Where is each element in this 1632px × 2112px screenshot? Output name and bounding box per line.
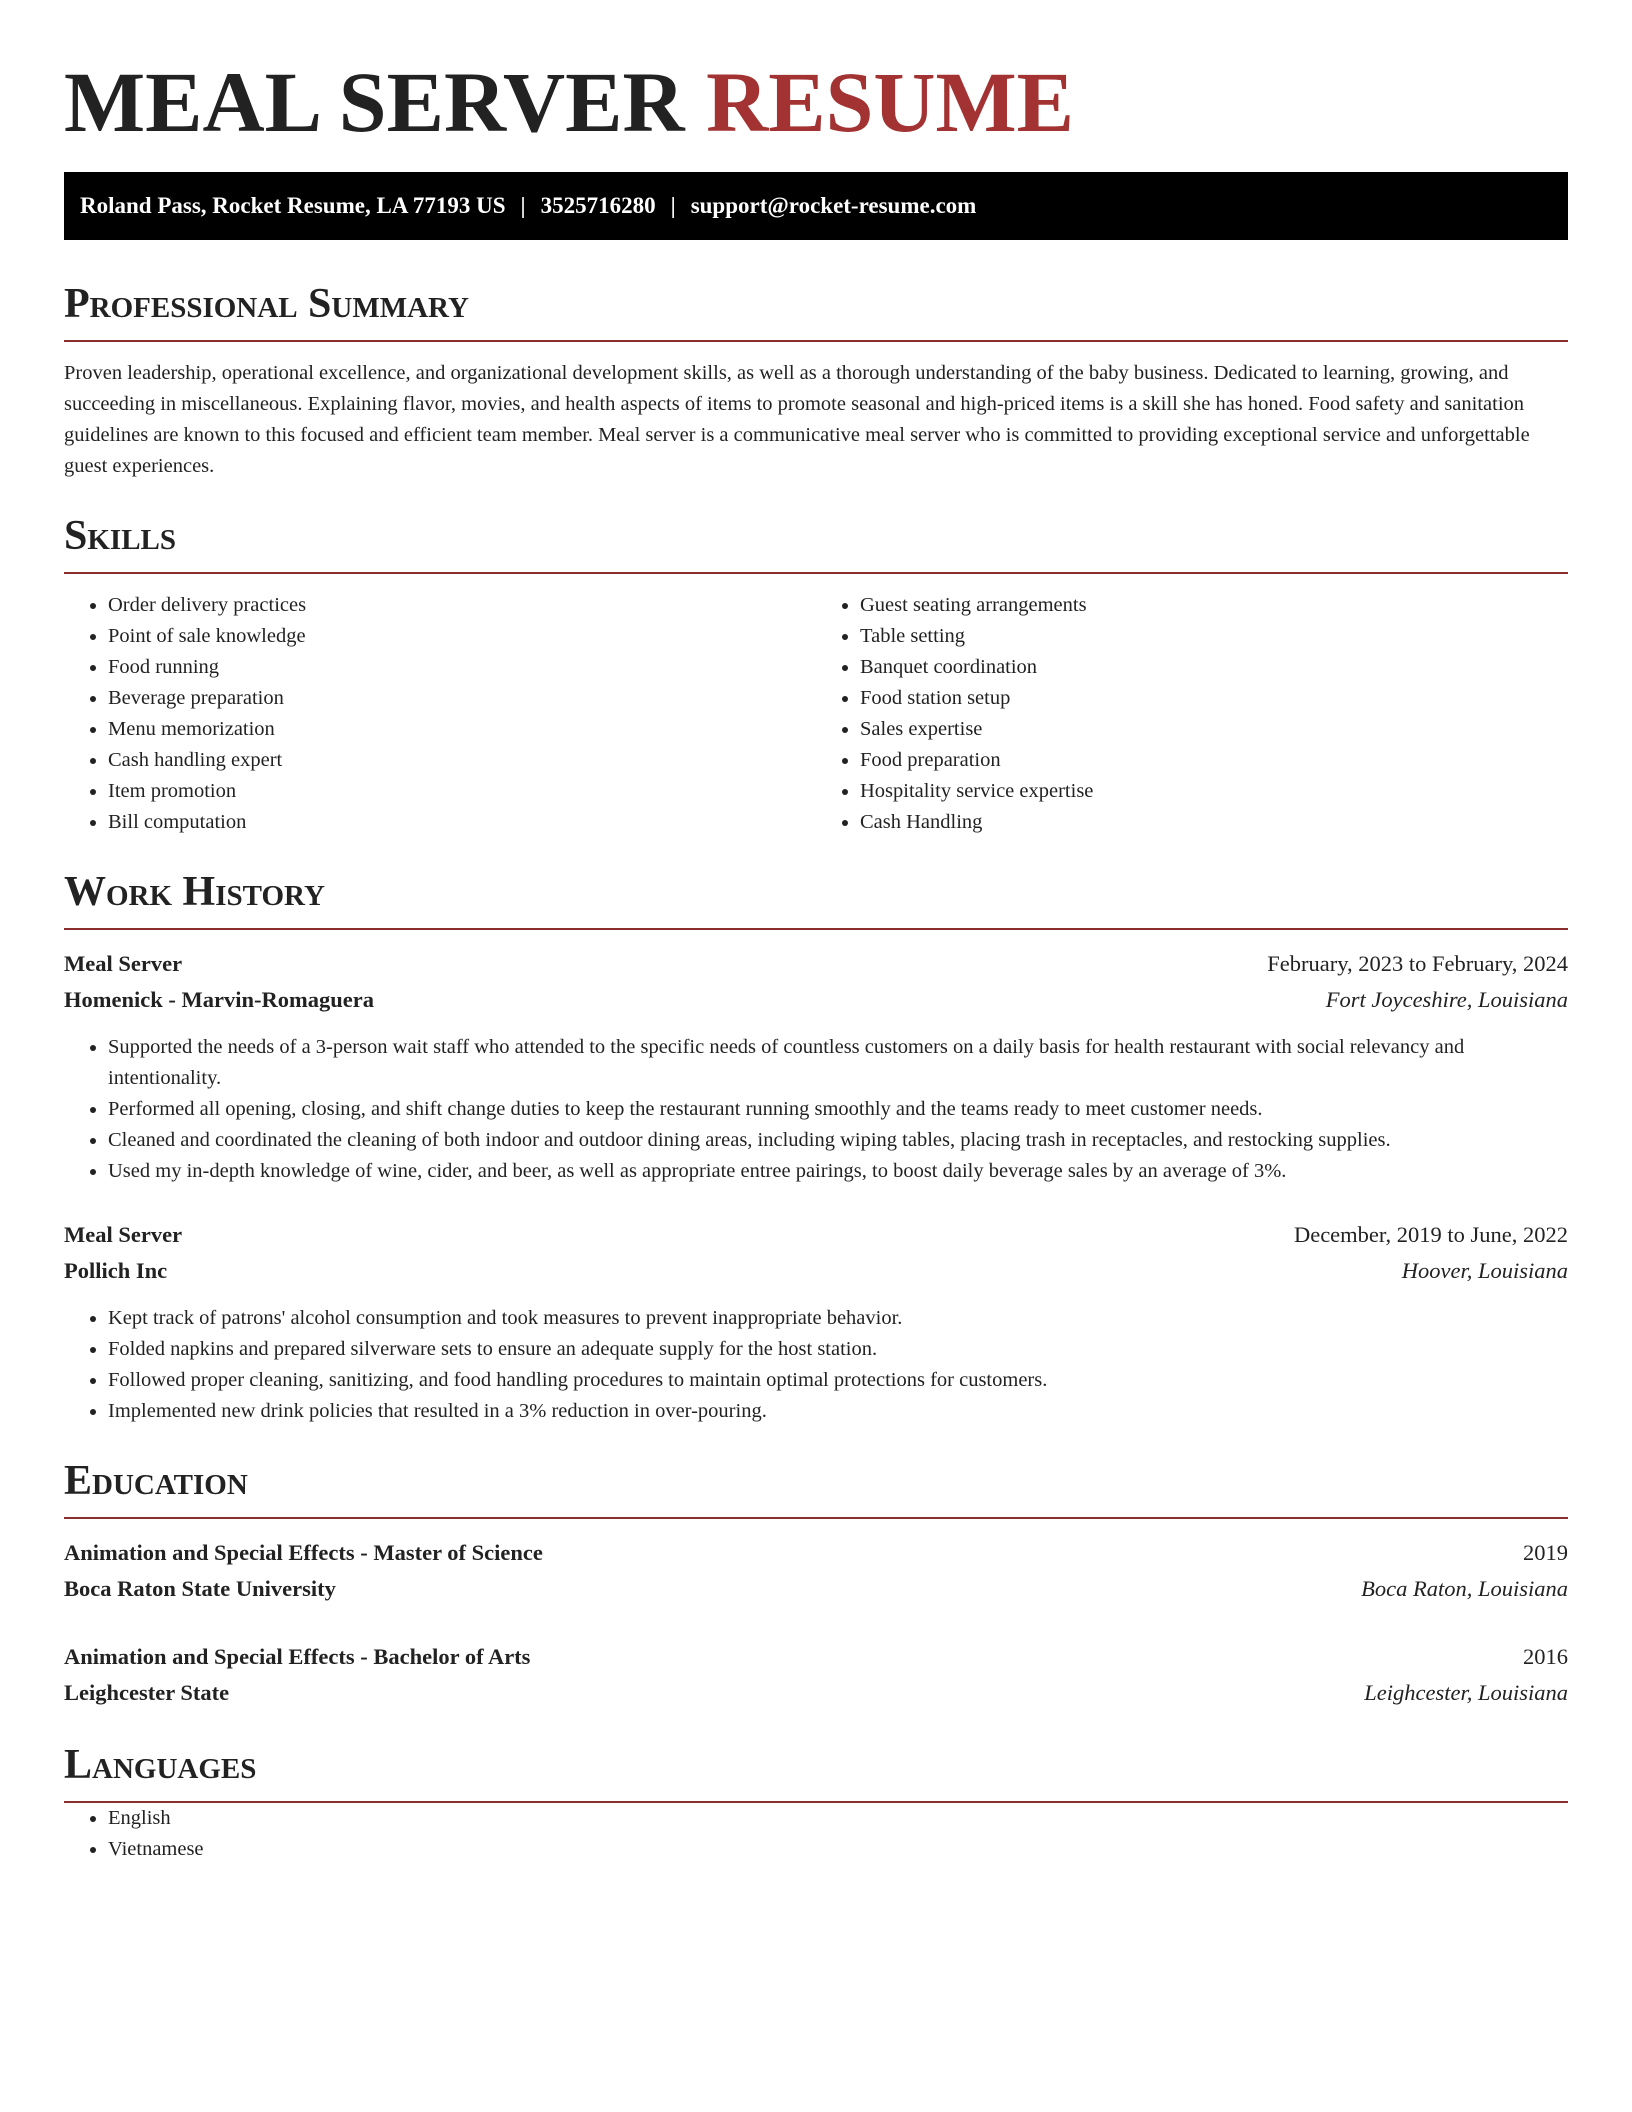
education-degree: Animation and Special Effects - Bachelor of Arts (64, 1644, 531, 1669)
skill-item: • Cash Handling (860, 807, 1568, 838)
education-school: Leighcester State (64, 1680, 230, 1705)
job-bullet: • Implemented new drink policies that resulted in a 3% reduction in over-pouring. (108, 1396, 1568, 1427)
skill-item: • Food station setup (860, 683, 1568, 714)
work-history-heading: Work History (64, 868, 1568, 930)
job-entry (64, 946, 1568, 1187)
contact-separator: | (520, 193, 526, 218)
contact-separator: | (670, 193, 676, 218)
skill-item: • Food preparation (860, 745, 1568, 776)
education-entry (64, 1639, 1568, 1711)
job-dates: December, 2019 to June, 2022 (1293, 1222, 1568, 1247)
skill-item: • Cash handling expert (108, 745, 816, 776)
summary-heading: Professional Summary (64, 280, 1568, 342)
job-bullet: • Supported the needs of a 3-person wait staff who attended to the specific needs of countless customers on a daily basis for health restaurant with social relevancy and intentionality. (108, 1032, 1568, 1094)
job-location: Hoover, Louisiana (1401, 1258, 1568, 1283)
job-bullet: • Folded napkins and prepared silverware sets to ensure an adequate supply for the host station. (108, 1334, 1568, 1365)
title-main: MEAL SERVER (64, 54, 685, 150)
skill-item: • Guest seating arrangements (860, 590, 1568, 621)
skill-item: • Menu memorization (108, 714, 816, 745)
education-entry (64, 1535, 1568, 1607)
skill-item: • Hospitality service expertise (860, 776, 1568, 807)
skills-column-left (64, 590, 816, 838)
job-entry (64, 1217, 1568, 1427)
skill-item: • Item promotion (108, 776, 816, 807)
languages-heading: Languages (64, 1741, 1568, 1803)
resume-title (64, 52, 1568, 152)
contact-bar (64, 172, 1568, 240)
skill-item: • Food running (108, 652, 816, 683)
job-bullet: • Cleaned and coordinated the cleaning of both indoor and outdoor dining areas, including wiping tables, placing trash in receptacles, and restocking supplies. (108, 1125, 1568, 1156)
skills-heading: Skills (64, 512, 1568, 574)
skill-item: • Beverage preparation (108, 683, 816, 714)
language-item: • Vietnamese (108, 1834, 1568, 1865)
job-title: Meal Server (64, 1222, 183, 1247)
skill-item: • Table setting (860, 621, 1568, 652)
skills-grid (64, 590, 1568, 838)
skill-item: • Sales expertise (860, 714, 1568, 745)
skill-item: • Banquet coordination (860, 652, 1568, 683)
job-company: Homenick - Marvin-Romaguera (64, 987, 374, 1012)
education-location: Leighcester, Louisiana (1364, 1680, 1568, 1705)
job-bullet: • Followed proper cleaning, sanitizing, and food handling procedures to maintain optimal protections for customers. (108, 1365, 1568, 1396)
job-bullet: • Used my in-depth knowledge of wine, cider, and beer, as well as appropriate entree pairings, to boost daily beverage sales by an average of 3%. (108, 1156, 1568, 1187)
job-dates: February, 2023 to February, 2024 (1267, 951, 1568, 976)
education-school: Boca Raton State University (64, 1576, 336, 1601)
education-location: Boca Raton, Louisiana (1361, 1576, 1568, 1601)
education-year: 2016 (1523, 1644, 1568, 1669)
summary-text: Proven leadership, operational excellence, and organizational development skills, as well as a thorough understanding of the baby business. Dedicated to learning, growing, and succeeding in miscellaneous. Explaining flavor, movies, and health aspects of items to promote seasonal and high-priced items is a skill she has honed. Food safety and sanitation guidelines are known to this focused and efficient team member. Meal server is a communicative meal server who is committed to providing exceptional service and unforgettable guest experiences. (64, 362, 1530, 477)
education-heading: Education (64, 1457, 1568, 1519)
contact-phone: 3525716280 (540, 193, 656, 218)
job-title: Meal Server (64, 951, 183, 976)
job-bullet: • Kept track of patrons' alcohol consumption and took measures to prevent inappropriate behavior. (108, 1303, 1568, 1334)
job-bullet: • Performed all opening, closing, and shift change duties to keep the restaurant running smoothly and the teams ready to meet customer needs. (108, 1094, 1568, 1125)
skill-item: • Point of sale knowledge (108, 621, 816, 652)
language-item: • English (108, 1803, 1568, 1834)
skill-item: • Bill computation (108, 807, 816, 838)
skill-item: • Order delivery practices (108, 590, 816, 621)
job-company: Pollich Inc (64, 1258, 168, 1283)
education-degree: Animation and Special Effects - Master of Science (64, 1540, 543, 1565)
education-year: 2019 (1523, 1540, 1568, 1565)
title-accent: RESUME (706, 54, 1075, 150)
languages-list (64, 1803, 1568, 1865)
skills-column-right (816, 590, 1568, 838)
job-location: Fort Joyceshire, Louisiana (1325, 987, 1568, 1012)
contact-email: support@rocket-resume.com (690, 193, 977, 218)
contact-address: Roland Pass, Rocket Resume, LA 77193 US (80, 193, 506, 218)
